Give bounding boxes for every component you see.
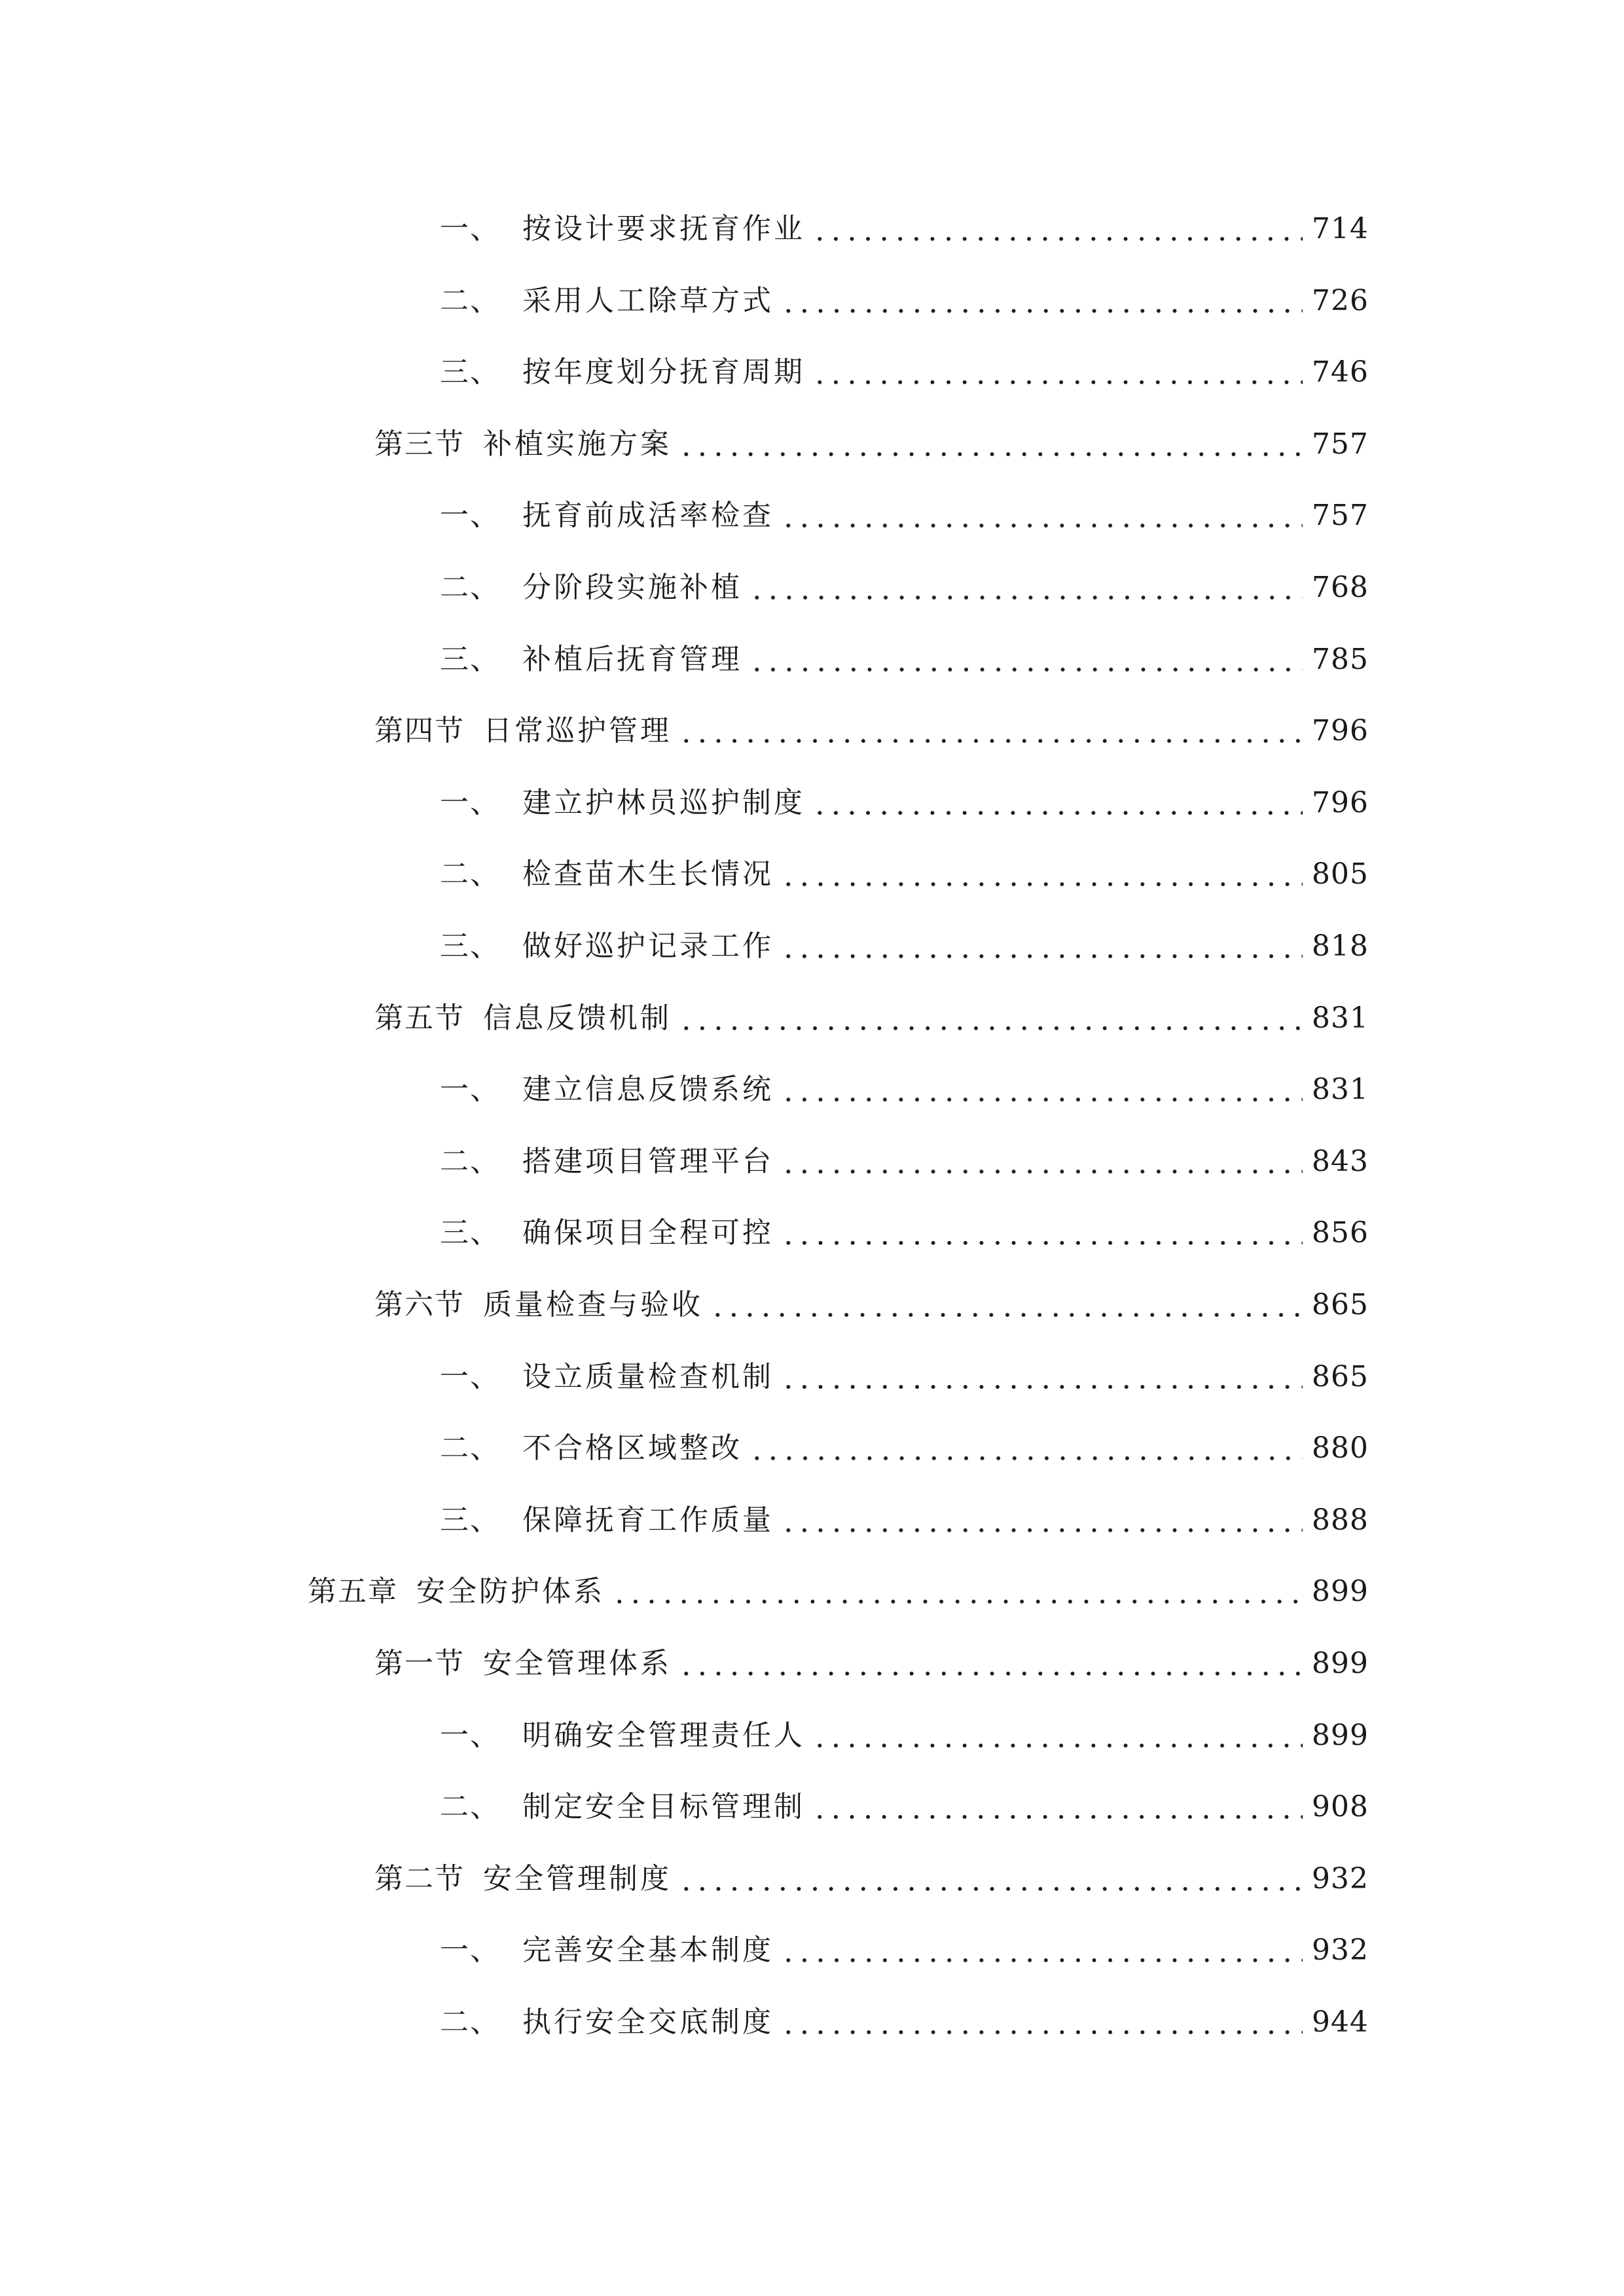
- toc-entry-number: 二、: [440, 1144, 500, 1178]
- toc-entry-page-number: 796: [1312, 785, 1369, 819]
- toc-entry-title: 采用人工除草方式: [522, 283, 774, 317]
- toc-entry[interactable]: [440, 562, 1369, 614]
- toc-entry-number: 三、: [440, 355, 500, 389]
- toc-entry-number: 第三节: [374, 427, 465, 461]
- toc-entry-title: 制定安全目标管理制: [522, 1790, 805, 1824]
- toc-entry-title: 安全防护体系: [416, 1575, 605, 1609]
- toc-dot-leader: [812, 777, 1303, 829]
- toc-entry[interactable]: [374, 1638, 1369, 1690]
- toc-entry-title: 建立护林员巡护制度: [522, 785, 805, 819]
- toc-entry-title: 信息反馈机制: [483, 1001, 672, 1035]
- toc-dot-leader: [678, 1638, 1303, 1690]
- toc-entry-title: 确保项目全程可控: [522, 1216, 774, 1250]
- toc-entry-title: 抚育前成活率检查: [522, 499, 774, 533]
- toc-entry-number: 三、: [440, 1216, 500, 1250]
- toc-entry[interactable]: [440, 490, 1369, 542]
- toc-entry-title: 补植后抚育管理: [522, 642, 742, 676]
- toc-dot-leader: [812, 1781, 1303, 1833]
- toc-entry-number: 一、: [440, 212, 500, 245]
- toc-entry-number: 一、: [440, 1359, 500, 1393]
- toc-entry-title: 按设计要求抚育作业: [522, 212, 805, 245]
- toc-entry[interactable]: [440, 1710, 1369, 1762]
- toc-entry-number: 一、: [440, 499, 500, 533]
- toc-entry-number: 三、: [440, 1503, 500, 1537]
- toc-entry-page-number: 888: [1312, 1503, 1369, 1537]
- toc-entry[interactable]: [374, 992, 1369, 1045]
- toc-entry-title: 明确安全管理责任人: [522, 1718, 805, 1752]
- toc-dot-leader: [611, 1566, 1303, 1618]
- toc-entry[interactable]: [440, 1422, 1369, 1475]
- toc-entry[interactable]: [440, 203, 1369, 255]
- toc-entry-title: 完善安全基本制度: [522, 1933, 774, 1967]
- toc-entry[interactable]: [440, 1351, 1369, 1403]
- toc-dot-leader: [678, 705, 1303, 757]
- toc-dot-leader: [812, 1710, 1303, 1762]
- toc-dot-leader: [780, 490, 1303, 542]
- toc-dot-leader: [749, 562, 1303, 614]
- toc-entry[interactable]: [440, 275, 1369, 327]
- toc-dot-leader: [780, 1924, 1303, 1977]
- toc-entry-title: 质量检查与验收: [483, 1288, 703, 1321]
- toc-dot-leader: [780, 848, 1303, 901]
- toc-entry-page-number: 899: [1312, 1647, 1369, 1680]
- toc-dot-leader: [749, 634, 1303, 686]
- toc-entry-title: 分阶段实施补植: [522, 571, 742, 604]
- toc-entry-title: 搭建项目管理平台: [522, 1144, 774, 1178]
- toc-entry-number: 三、: [440, 929, 500, 963]
- toc-entry-page-number: 843: [1312, 1144, 1369, 1178]
- toc-entry-number: 一、: [440, 785, 500, 819]
- toc-entry[interactable]: [374, 1279, 1369, 1331]
- toc-entry[interactable]: [440, 1136, 1369, 1188]
- toc-entry-page-number: 818: [1312, 929, 1369, 963]
- toc-entry-number: 一、: [440, 1718, 500, 1752]
- toc-entry-title: 补植实施方案: [483, 427, 672, 461]
- toc-dot-leader: [780, 1064, 1303, 1116]
- toc-entry-page-number: 944: [1312, 2005, 1369, 2039]
- toc-dot-leader: [812, 346, 1303, 399]
- toc-entry[interactable]: [308, 1566, 1369, 1618]
- toc-entry-title: 日常巡护管理: [483, 714, 672, 748]
- toc-entry-title: 做好巡护记录工作: [522, 929, 774, 963]
- toc-entry-number: 二、: [440, 2005, 500, 2039]
- toc-entry-number: 二、: [440, 571, 500, 604]
- toc-entry[interactable]: [440, 1207, 1369, 1259]
- toc-entry-page-number: 757: [1312, 499, 1369, 533]
- toc-entry-number: 三、: [440, 642, 500, 676]
- toc-entry-title: 建立信息反馈系统: [522, 1073, 774, 1107]
- toc-dot-leader: [780, 1996, 1303, 2049]
- toc-entry[interactable]: [440, 346, 1369, 399]
- toc-dot-leader: [710, 1279, 1303, 1331]
- toc-entry-number: 二、: [440, 1790, 500, 1824]
- toc-entry[interactable]: [374, 418, 1369, 471]
- toc-entry-number: 第四节: [374, 714, 465, 748]
- toc-dot-leader: [780, 275, 1303, 327]
- toc-entry-number: 第六节: [374, 1288, 465, 1321]
- toc-entry[interactable]: [440, 1064, 1369, 1116]
- toc-entry-page-number: 932: [1312, 1933, 1369, 1967]
- toc-dot-leader: [678, 418, 1303, 471]
- toc-entry[interactable]: [440, 1924, 1369, 1977]
- toc-entry-page-number: 899: [1312, 1575, 1369, 1609]
- toc-entry[interactable]: [374, 1853, 1369, 1905]
- toc-entry-page-number: 746: [1312, 355, 1369, 389]
- toc-entry[interactable]: [440, 777, 1369, 829]
- toc-entry-number: 一、: [440, 1073, 500, 1107]
- toc-entry-number: 二、: [440, 1431, 500, 1465]
- toc-entry-page-number: 726: [1312, 283, 1369, 317]
- toc-entry[interactable]: [440, 1781, 1369, 1833]
- toc-entry-page-number: 796: [1312, 714, 1369, 748]
- toc-entry-page-number: 805: [1312, 857, 1369, 891]
- toc-entry-number: 二、: [440, 857, 500, 891]
- toc-entry-page-number: 880: [1312, 1431, 1369, 1465]
- toc-dot-leader: [780, 1494, 1303, 1547]
- toc-entry-page-number: 768: [1312, 571, 1369, 604]
- toc-entry-page-number: 908: [1312, 1790, 1369, 1824]
- toc-entry-title: 执行安全交底制度: [522, 2005, 774, 2039]
- toc-entry-number: 第一节: [374, 1647, 465, 1680]
- toc-entry-number: 第五章: [308, 1575, 398, 1609]
- toc-dot-leader: [678, 992, 1303, 1045]
- toc-entry-title: 安全管理制度: [483, 1861, 672, 1895]
- toc-entry-title: 安全管理体系: [483, 1647, 672, 1680]
- toc-entry-page-number: 785: [1312, 642, 1369, 676]
- toc-entry-number: 一、: [440, 1933, 500, 1967]
- toc-entry-number: 第二节: [374, 1861, 465, 1895]
- toc-entry[interactable]: [374, 705, 1369, 757]
- toc-entry-page-number: 714: [1312, 212, 1369, 245]
- toc-dot-leader: [780, 1351, 1303, 1403]
- toc-entry-page-number: 757: [1312, 427, 1369, 461]
- toc-entry[interactable]: [440, 848, 1369, 901]
- toc-entry-page-number: 899: [1312, 1718, 1369, 1752]
- toc-entry[interactable]: [440, 920, 1369, 973]
- toc-entry-number: 第五节: [374, 1001, 465, 1035]
- toc-entry-page-number: 865: [1312, 1288, 1369, 1321]
- toc-entry-title: 不合格区域整改: [522, 1431, 742, 1465]
- toc-dot-leader: [678, 1853, 1303, 1905]
- toc-dot-leader: [812, 203, 1303, 255]
- toc-entry-title: 按年度划分抚育周期: [522, 355, 805, 389]
- toc-entry-page-number: 831: [1312, 1001, 1369, 1035]
- toc-entry-title: 设立质量检查机制: [522, 1359, 774, 1393]
- toc-entry[interactable]: [440, 1996, 1369, 2049]
- toc-entry-title: 检查苗木生长情况: [522, 857, 774, 891]
- toc-dot-leader: [780, 1136, 1303, 1188]
- toc-entry-number: 二、: [440, 283, 500, 317]
- toc-dot-leader: [749, 1422, 1303, 1475]
- toc-entry[interactable]: [440, 1494, 1369, 1547]
- toc-entry-page-number: 856: [1312, 1216, 1369, 1250]
- toc-dot-leader: [780, 1207, 1303, 1259]
- toc-entry[interactable]: [440, 634, 1369, 686]
- toc-dot-leader: [780, 920, 1303, 973]
- toc-entry-page-number: 831: [1312, 1073, 1369, 1107]
- toc-entry-page-number: 932: [1312, 1861, 1369, 1895]
- toc-entry-page-number: 865: [1312, 1359, 1369, 1393]
- toc-entry-title: 保障抚育工作质量: [522, 1503, 774, 1537]
